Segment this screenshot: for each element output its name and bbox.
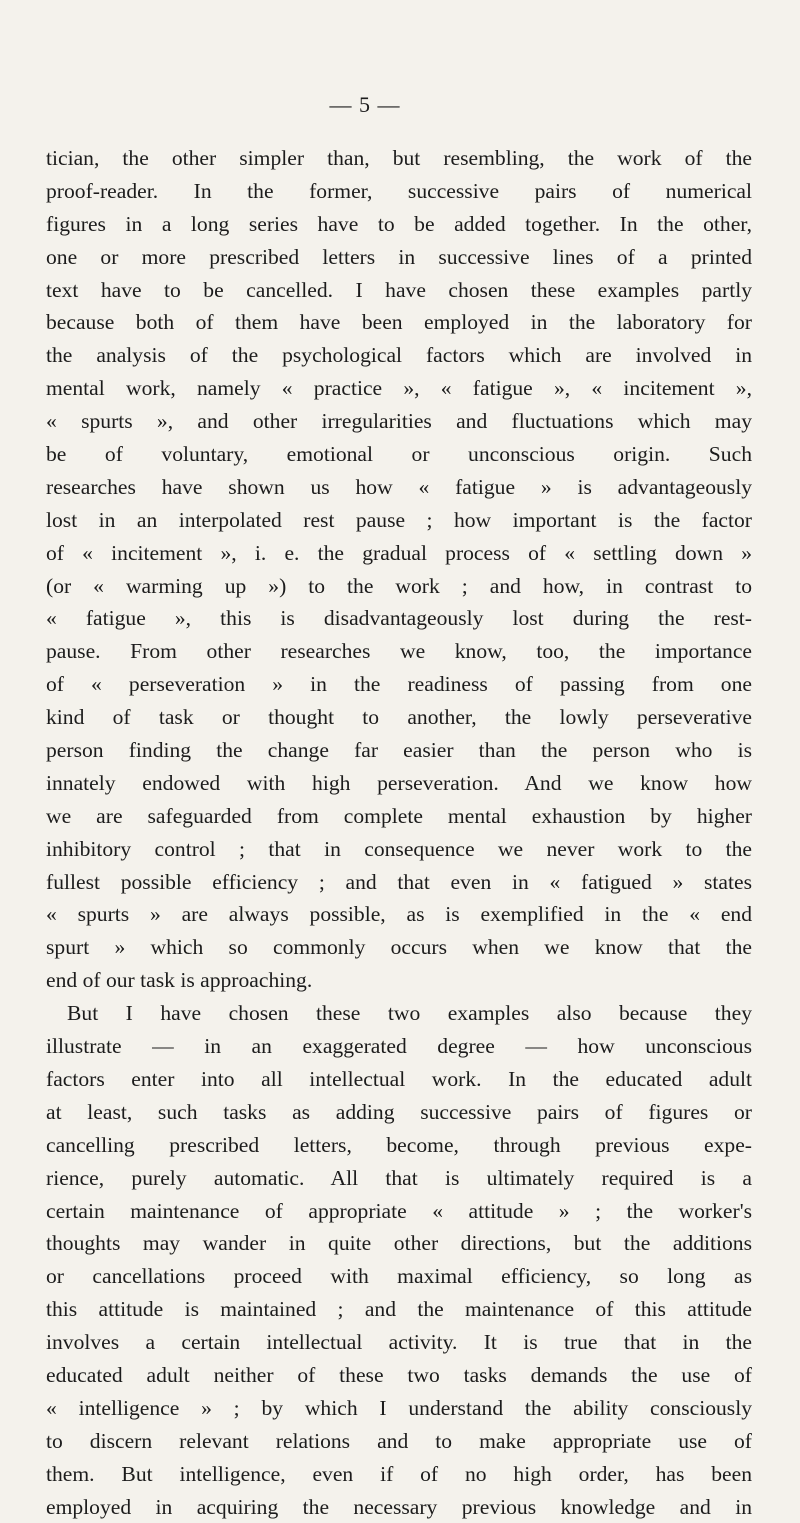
text-line: certain maintenance of appropriate « attitude » ; the worker's	[46, 1198, 752, 1223]
text-line: rience, purely automatic. All that is ultimately required is a	[46, 1165, 752, 1190]
text-line: employed in acquiring the necessary previous knowledge and in	[46, 1494, 752, 1519]
text-line: cancelling prescribed letters, become, through previous expe-	[46, 1132, 752, 1157]
text-line: mental work, namely « practice », « fatigue », « incitement »,	[46, 376, 752, 401]
text-line: « spurts » are always possible, as is exemplified in the « end	[46, 902, 752, 927]
text-line: at least, such tasks as adding successive pairs of figures or	[46, 1099, 752, 1124]
paragraph-2	[46, 997, 752, 1523]
text-line: or cancellations proceed with maximal efficiency, so long as	[46, 1264, 752, 1289]
text-line: inhibitory control ; that in consequence we never work to the	[46, 836, 752, 861]
text-line: « spurts », and other irregularities and fluctuations which may	[46, 409, 752, 434]
text-line: of « incitement », i. e. the gradual process of « settling down »	[46, 540, 752, 565]
text-line: involves a certain intellectual activity. It is true that in the	[46, 1330, 752, 1355]
body-text	[46, 142, 752, 1523]
text-line: the analysis of the psychological factors which are involved in	[46, 343, 752, 368]
text-line: lost in an interpolated rest pause ; how important is the factor	[46, 507, 752, 532]
text-line: because both of them have been employed in the laboratory for	[46, 310, 752, 335]
text-line: proof-reader. In the former, successive pairs of numerical	[46, 178, 752, 203]
text-line: kind of task or thought to another, the lowly perseverative	[46, 705, 752, 730]
text-line: educated adult neither of these two tasks demands the use of	[46, 1362, 752, 1387]
text-line: thoughts may wander in quite other directions, but the additions	[46, 1231, 752, 1256]
text-line: pause. From other researches we know, too, the importance	[46, 639, 752, 664]
text-line: one or more prescribed letters in successive lines of a printed	[46, 244, 752, 269]
text-line: to discern relevant relations and to make appropriate use of	[46, 1428, 752, 1453]
text-line: person finding the change far easier than the person who is	[46, 738, 752, 763]
text-line: innately endowed with high perseveration. And we know how	[46, 770, 752, 795]
text-line: we are safeguarded from complete mental exhaustion by higher	[46, 803, 752, 828]
text-line: « fatigue », this is disadvantageously lost during the rest-	[46, 606, 752, 631]
text-line: tician, the other simpler than, but resembling, the work of the	[46, 146, 752, 170]
text-line: spurt » which so commonly occurs when we know that the	[46, 935, 752, 960]
text-line: fullest possible efficiency ; and that even in « fatigued » states	[46, 869, 752, 894]
text-line: figures in a long series have to be added together. In the other,	[46, 211, 752, 236]
text-line: But I have chosen these two examples also because they	[67, 1001, 752, 1026]
text-line: of « perseveration » in the readiness of passing from one	[46, 672, 752, 697]
paragraph-1	[46, 142, 752, 997]
text-line: illustrate — in an exaggerated degree — how unconscious	[46, 1034, 752, 1059]
page-number: — 5 —	[329, 92, 401, 117]
text-line: researches have shown us how « fatigue » is advantageously	[46, 474, 752, 499]
text-line: factors enter into all intellectual work. In the educated adult	[46, 1066, 752, 1091]
text-line: « intelligence » ; by which I understand the ability consciously	[46, 1395, 752, 1420]
text-line: text have to be cancelled. I have chosen these examples partly	[46, 277, 752, 302]
text-line: (or « warming up ») to the work ; and how, in contrast to	[46, 573, 752, 598]
text-line: be of voluntary, emotional or unconscious origin. Such	[46, 442, 752, 467]
text-line: them. But intelligence, even if of no high order, has been	[46, 1461, 752, 1486]
text-line: this attitude is maintained ; and the maintenance of this attitude	[46, 1297, 752, 1322]
text-line: end of our task is approaching.	[46, 968, 313, 993]
